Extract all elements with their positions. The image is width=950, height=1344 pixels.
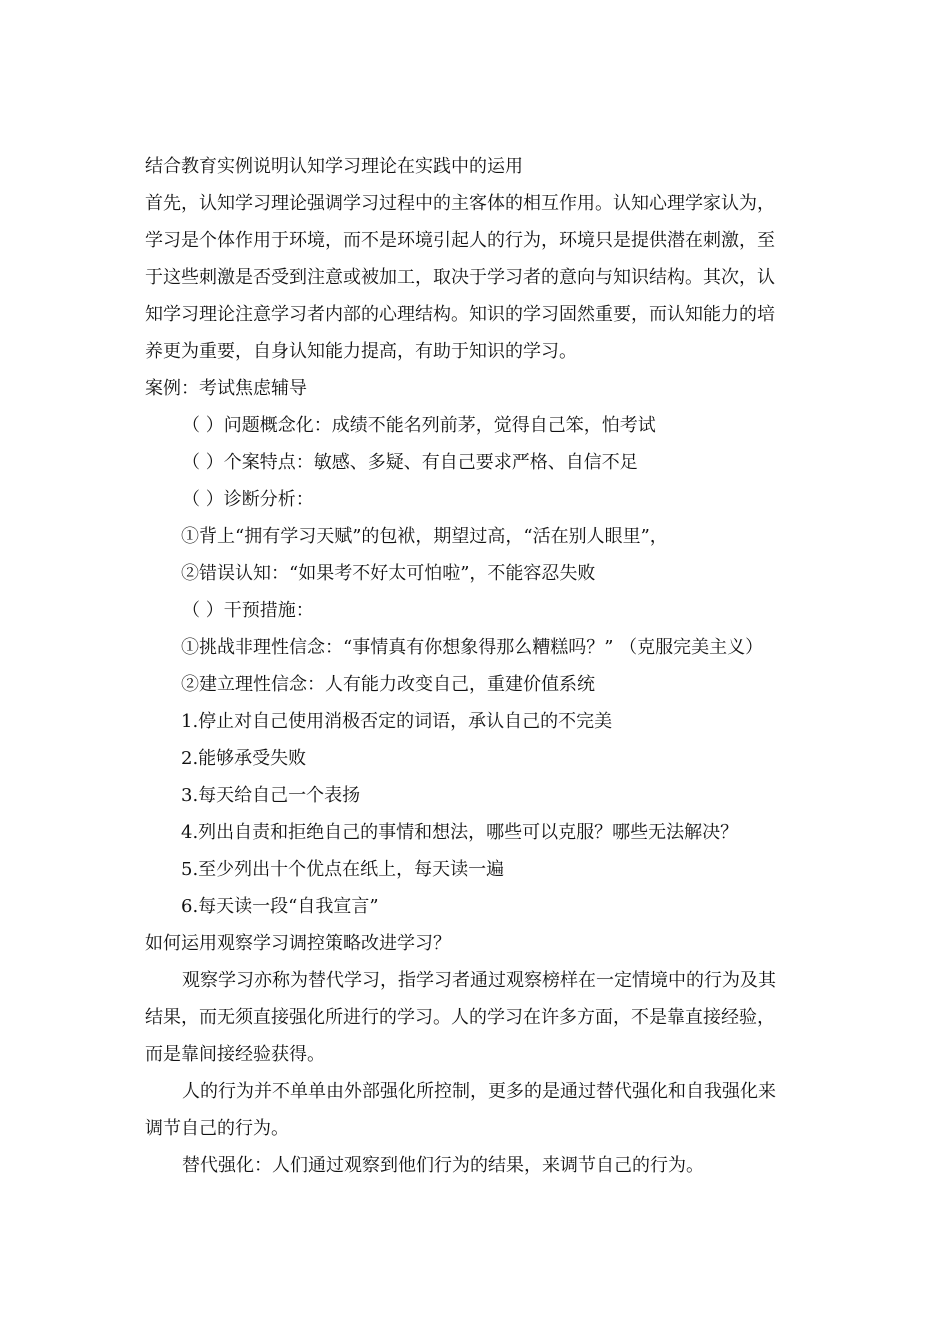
list-item: （ ）问题概念化：成绩不能名列前茅，觉得自己笨，怕考试 — [182, 415, 656, 436]
list-item: 4.列出自责和拒绝自己的事情和想法，哪些可以克服？哪些无法解决？ — [181, 822, 739, 843]
paragraph-reinforcement — [145, 1073, 807, 1147]
case-title: 案例：考试焦虑辅导 — [145, 378, 307, 399]
list-item: （ ）干预措施： — [182, 600, 314, 621]
paragraph-cognitive-theory — [145, 185, 807, 370]
paragraph-vicarious-reinforcement — [145, 1147, 807, 1184]
list-item: 6.每天读一段“自我宣言” — [181, 896, 379, 917]
paragraph-line: 学习是个体作用于环境，而不是环境引起人的行为，环境只是提供潜在刺激，至 — [145, 230, 775, 251]
paragraph-line: 观察学习亦称为替代学习，指学习者通过观察榜样在一定情境中的行为及其 — [182, 970, 776, 991]
paragraph-line: 养更为重要，自身认知能力提高，有助于知识的学习。 — [145, 341, 577, 362]
section-title-cognitive: 结合教育实例说明认知学习理论在实践中的运用 — [145, 156, 523, 177]
list-item: ②错误认知：“如果考不好太可怕啦”，不能容忍失败 — [181, 563, 596, 584]
paragraph-line: 结果，而无须直接强化所进行的学习。人的学习在许多方面，不是靠直接经验， — [145, 1007, 775, 1028]
list-item: ②建立理性信念：人有能力改变自己，重建价值系统 — [181, 674, 595, 695]
paragraph-line: 于这些刺激是否受到注意或被加工，取决于学习者的意向与知识结构。其次，认 — [145, 267, 775, 288]
list-item: （ ）个案特点：敏感、多疑、有自己要求严格、自信不足 — [182, 452, 638, 473]
case-list — [145, 407, 807, 925]
paragraph-line: 人的行为并不单单由外部强化所控制，更多的是通过替代强化和自我强化来 — [182, 1081, 776, 1102]
list-item: 5.至少列出十个优点在纸上，每天读一遍 — [181, 859, 505, 880]
list-item: 2.能够承受失败 — [181, 748, 307, 769]
list-item: ①挑战非理性信念：“事情真有你想象得那么糟糕吗？” （克服完美主义） — [181, 637, 764, 658]
section-title-observational: 如何运用观察学习调控策略改进学习？ — [145, 933, 451, 954]
paragraph-line: 知学习理论注意学习者内部的心理结构。知识的学习固然重要，而认知能力的培 — [145, 304, 775, 325]
document-body — [145, 148, 807, 1184]
paragraph-line: 调节自己的行为。 — [145, 1118, 289, 1139]
paragraph-line: 替代强化：人们通过观察到他们行为的结果，来调节自己的行为。 — [182, 1155, 704, 1176]
list-item: （ ）诊断分析： — [182, 489, 314, 510]
paragraph-line: 首先，认知学习理论强调学习过程中的主客体的相互作用。认知心理学家认为， — [145, 193, 775, 214]
list-item: 1.停止对自己使用消极否定的词语，承认自己的不完美 — [181, 711, 613, 732]
list-item: 3.每天给自己一个表扬 — [181, 785, 361, 806]
paragraph-observational-learning — [145, 962, 807, 1073]
list-item: ①背上“拥有学习天赋”的包袱，期望过高，“活在别人眼里”， — [181, 526, 668, 547]
paragraph-line: 而是靠间接经验获得。 — [145, 1044, 325, 1065]
